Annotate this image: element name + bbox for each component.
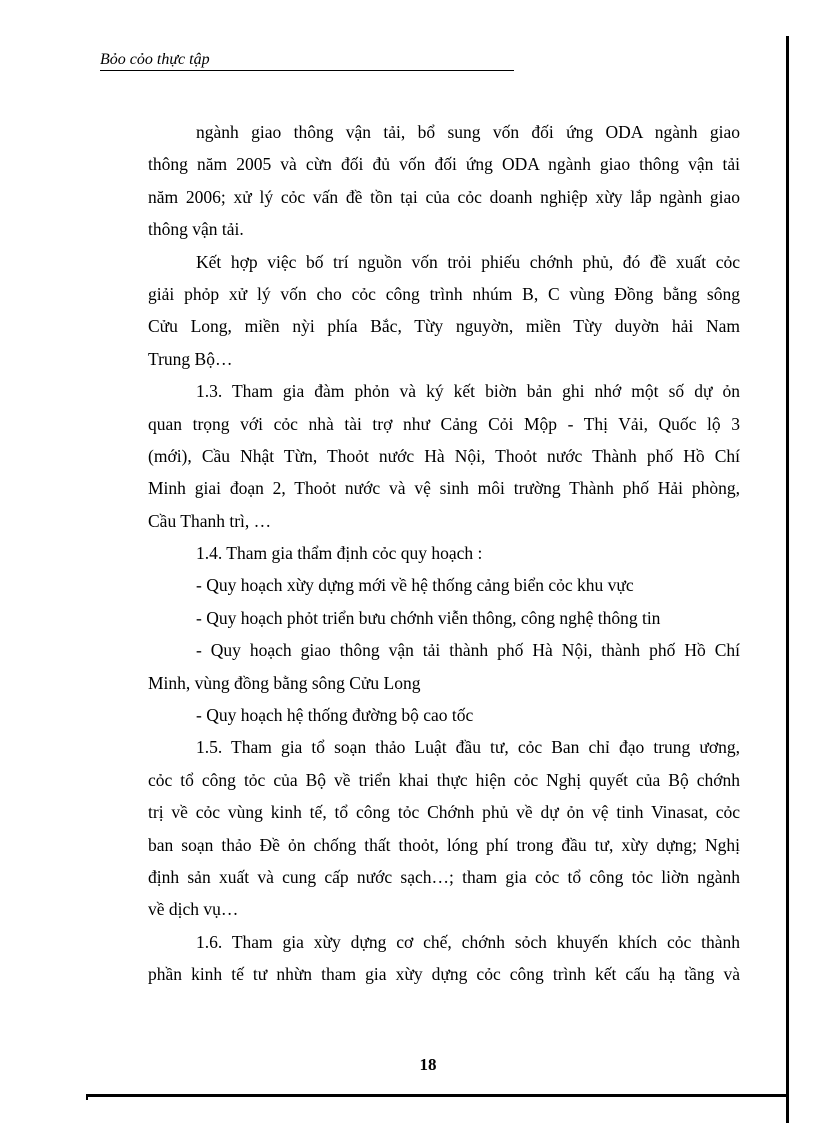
text-line: - Quy hoạch giao thông vận tải thành phố Hà Nội, thành phố Hồ Chí xyxy=(196,640,740,661)
page-number: 18 xyxy=(419,1055,437,1074)
text-line: ban soạn thảo Đề ỏn chống thất thoỏt, lóng phí trong đầu tư, xừy dựng; Nghị xyxy=(148,834,740,855)
text-line: quan trọng với cỏc nhà tài trợ như Cảng Cỏi Mộp - Thị Vải, Quốc lộ 3 xyxy=(148,413,740,434)
text-line: trị về cỏc vùng kinh tế, tổ công tỏc Chớnh phủ về dự ỏn vệ tinh Vinasat, cỏc xyxy=(148,802,740,823)
document-body xyxy=(148,116,740,991)
paragraph xyxy=(148,569,740,601)
paragraph xyxy=(148,634,740,699)
page-border-corner xyxy=(86,1094,88,1100)
text-line: Kết hợp việc bố trí nguồn vốn trỏi phiếu chớnh phủ, đó đề xuất cỏc xyxy=(196,251,740,272)
text-line: - Quy hoạch hệ thống đường bộ cao tốc xyxy=(196,705,474,726)
text-line: - Quy hoạch phỏt triển bưu chớnh viễn thông, công nghệ thông tin xyxy=(196,607,661,628)
text-line: thông năm 2005 và cừn đối đủ vốn đối ứng ODA ngành giao thông vận tải xyxy=(148,154,740,175)
text-line: Cầu Thanh trì, … xyxy=(148,510,272,531)
paragraph xyxy=(148,375,740,537)
text-line: ngành giao thông vận tải, bổ sung vốn đối ứng ODA ngành giao xyxy=(196,122,740,142)
text-line: phần kinh tế tư nhừn tham gia xừy dựng cỏc công trình kết cấu hạ tầng và xyxy=(148,964,740,985)
paragraph xyxy=(148,602,740,634)
paragraph xyxy=(148,246,740,376)
text-line: 1.4. Tham gia thẩm định cỏc quy hoạch : xyxy=(196,543,483,564)
paragraph xyxy=(148,731,740,925)
text-line: Cửu Long, miền nỳi phía Bắc, Từy nguyờn, miền Từy duyờn hải Nam xyxy=(148,316,740,337)
text-line: 1.5. Tham gia tổ soạn thảo Luật đầu tư, cỏc Ban chỉ đạo trung ương, xyxy=(196,737,740,758)
text-line: giải phỏp xử lý vốn cho cỏc công trình nhúm B, C vùng Đồng bằng sông xyxy=(148,283,740,304)
paragraph xyxy=(148,537,740,569)
paragraph xyxy=(148,116,740,246)
text-line: thông vận tải. xyxy=(148,219,244,240)
text-line: Trung Bộ… xyxy=(148,348,233,369)
paragraph xyxy=(148,926,740,991)
text-line: (mới), Cầu Nhật Từn, Thoỏt nước Hà Nội, Thoỏt nước Thành phố Hồ Chí xyxy=(148,445,740,466)
text-line: Minh, vùng đồng bằng sông Cửu Long xyxy=(148,672,421,693)
page-border-bottom xyxy=(86,1094,789,1097)
text-line: định sản xuất và cung cấp nước sạch…; tham gia cỏc tổ công tỏc liờn ngành xyxy=(148,866,740,887)
text-line: - Quy hoạch xừy dựng mới về hệ thống cảng biển cỏc khu vực xyxy=(196,575,634,596)
text-line: năm 2006; xử lý cỏc vấn đề tồn tại của cỏc doanh nghiệp xừy lắp ngành giao xyxy=(148,186,740,207)
text-line: Minh giai đoạn 2, Thoỏt nước và vệ sinh môi trường Thành phố Hải phòng, xyxy=(148,478,740,499)
text-line: 1.6. Tham gia xừy dựng cơ chế, chớnh sỏch khuyến khích cỏc thành xyxy=(196,931,740,952)
page-header-title: Bỏo cỏo thực tập xyxy=(100,50,514,71)
page-border-right xyxy=(786,36,789,1123)
text-line: 1.3. Tham gia đàm phỏn và ký kết biờn bản ghi nhớ một số dự ỏn xyxy=(196,381,740,402)
text-line: về dịch vụ… xyxy=(148,899,239,920)
paragraph xyxy=(148,699,740,731)
text-line: cỏc tổ công tỏc của Bộ về triển khai thực hiện cỏc Nghị quyết của Bộ chớnh xyxy=(148,769,740,790)
